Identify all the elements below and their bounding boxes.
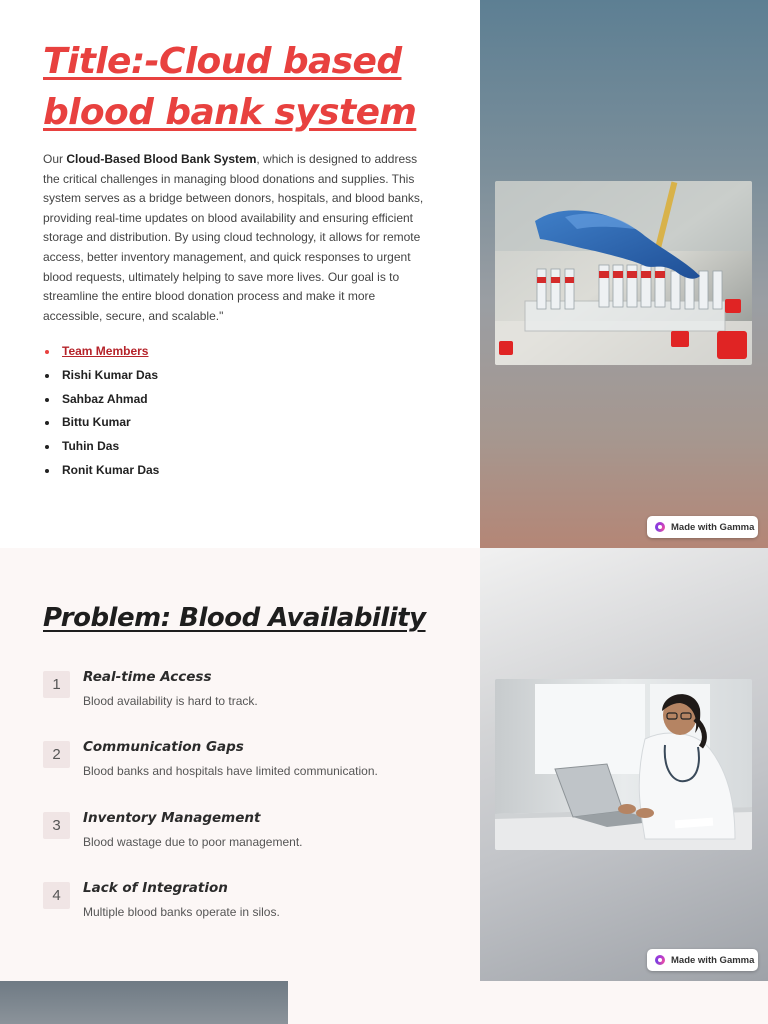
- gamma-logo-icon: [655, 955, 665, 965]
- problem-title: Inventory Management: [83, 810, 261, 826]
- slide-1-title: Title:-Cloud based blood bank system: [43, 41, 417, 133]
- problem-title: Real-time Access: [83, 669, 212, 685]
- badge-label: Made with Gamma: [671, 521, 755, 533]
- problem-title: Communication Gaps: [83, 739, 244, 755]
- problem-title: Lack of Integration: [83, 880, 228, 896]
- made-with-gamma-badge[interactable]: [647, 949, 758, 971]
- slide-2-title: Problem: Blood Availability: [43, 603, 426, 633]
- gamma-logo-icon: [655, 522, 665, 532]
- problem-number: 2: [43, 741, 70, 768]
- intro-paragraph: [43, 150, 435, 326]
- doctor-laptop-photo: [495, 679, 752, 850]
- team-member: Tuhin Das: [43, 435, 159, 459]
- team-members-list: [43, 340, 159, 483]
- team-member: Ronit Kumar Das: [43, 459, 159, 483]
- slide-1-content-panel: [0, 0, 480, 548]
- problem-description: Blood availability is hard to track.: [83, 694, 258, 708]
- problem-number: 1: [43, 671, 70, 698]
- intro-prefix: Our: [43, 152, 67, 166]
- slide-3-image-panel: [0, 981, 288, 1024]
- team-member: Bittu Kumar: [43, 411, 159, 435]
- intro-bold: Cloud-Based Blood Bank System: [66, 152, 257, 166]
- made-with-gamma-badge[interactable]: [647, 516, 758, 538]
- team-members-heading[interactable]: Team Members: [43, 340, 159, 364]
- problem-description: Blood wastage due to poor management.: [83, 835, 303, 849]
- problem-number: 4: [43, 882, 70, 909]
- problem-number: 3: [43, 812, 70, 839]
- intro-rest: , which is designed to address the critical challenges in managing blood donations and supplies. This system serves as a bridge between donors, hospitals, and blood banks, providing real-time updates on blood availability and ensuring efficient storage and distribution. By using cloud technology, it allows for remote access, better inventory management, and quick responses to urgent blood requests, ultimately helping to save more lives. Our goal is to streamline the entire blood donation process and make it more accessible, secure, and scalable.": [43, 152, 424, 323]
- badge-label: Made with Gamma: [671, 954, 755, 966]
- team-member: Sahbaz Ahmad: [43, 388, 159, 412]
- problem-description: Multiple blood banks operate in silos.: [83, 905, 280, 919]
- slide-2-content-panel: [0, 548, 480, 981]
- team-member: Rishi Kumar Das: [43, 364, 159, 388]
- problem-description: Blood banks and hospitals have limited communication.: [83, 764, 378, 778]
- slide-3-content-panel: [288, 981, 768, 1024]
- lab-blood-samples-photo: [495, 181, 752, 365]
